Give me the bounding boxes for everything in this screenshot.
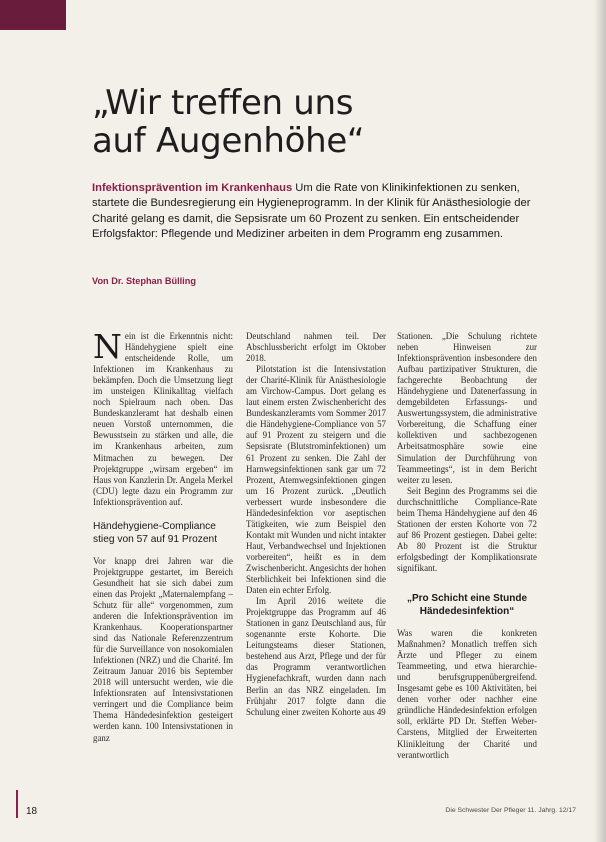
- drop-cap: N: [93, 327, 122, 366]
- title-line-2: auf Augenhöhe“: [92, 121, 365, 161]
- lead-text: Um die Rate von Klinikinfektionen zu senken, startete die Bundesregierung ein Hygieneprogramm. In der Klinik für Anästhesiologie der Charité gelang es damit, die Sepsisrate um 60 Prozent zu senken. Ein entscheidender Erfolgsfaktor: Pflegende und Mediziner arbeiten in dem Programm eng zusammen.: [92, 182, 531, 241]
- column-subheading: Händehygiene-Compliance stieg von 57 auf 91 Prozent: [93, 520, 218, 545]
- paragraph: Was waren die konkreten Maßnahmen? Monatlich treffen sich Ärzte und Pfleger zu einem Teammeeting, und etwa hierarchie- und berufsgruppenübergreifend. Insgesamt gebe es 100 Aktivitäten, bei denen vorher oder nachher eine gründliche Händedesinfektion erfolgen soll, erklärte PD Dr. Steffen Weber-Carstens, Mitglied der Erweiterten Klinikleitung der Charité und verantwortlich: [397, 628, 537, 760]
- paragraph: Im April 2016 weitete die Projektgruppe das Programm auf 46 Stationen in ganz Deutschland aus, für sogenannte erste Kohorte. Die Leitungsteams dieser Stationen, bestehend aus Arzt, Pflege und der für das Programm verantwortlichen Hygienefachkraft, wurden dann nach Berlin an das NRZ eingeladen. Im Frühjahr 2017 folgte dann die Schulung einer zweiten Kohorte aus 49: [246, 596, 386, 717]
- article-title: [92, 84, 452, 160]
- paragraph: [93, 327, 233, 508]
- page-gutter-shadow: [594, 0, 606, 842]
- lead-kicker: Infektionsprävention im Krankenhaus: [92, 182, 293, 194]
- journal-footer: Die Schwester Der Pfleger 11. Jahrg. 12/17: [445, 807, 576, 814]
- column-2: [246, 331, 386, 718]
- page-number: 18: [26, 806, 38, 817]
- paragraph-text: ein ist die Erkenntnis nicht: Händehygiene spielt eine entscheidende Rolle, um Infektionen im Krankenhaus zu bekämpfen. Doch die Umsetzung liegt im unsteigen Klinikalltag vielfach noch Spielraum nach oben. Das Bundeskanzleramt hat deshalb einen neuen Vorstoß unternommen, die Bewusstsein zu stärken und alle, die im Krankenhaus arbeiten, zum Mitmachen zu bewegen. Der Projektgruppe „wirsam ergeben“ im Haus von Kanzlerin Dr. Angela Merkel (CDU) legte dazu ein Programm zur Infektionsprävention auf.: [93, 331, 233, 507]
- author-byline: Von Dr. Stephan Bülling: [92, 276, 196, 286]
- paragraph: Vor knapp drei Jahren war die Projektgruppe gestartet, im Bereich Gesundheit hat sie sich dabei zum einen das Projekt „Maternalempfang – Schutz für alle“ vorgenommen, zum anderen die Infektionsprävention im Krankenhaus. Kooperationspartner sind das Nationale Referenzzentrum für die Surveillance von nosokomialen Infektionen (NRZ) und die Charité. Im Zeitraum Januar 2016 bis September 2018 will untersucht werden, wie die Infektionsraten auf Intensivstationen verringert und die Compliance beim Thema Händedesinfektion gesteigert werden kann. 100 Intensivstationen in ganz: [93, 555, 233, 743]
- section-color-tab: [0, 0, 66, 30]
- paragraph: Deutschland nahmen teil. Der Abschlussbericht erfolgt im Oktober 2018.: [246, 331, 386, 364]
- title-line-1: „Wir treffen uns: [92, 83, 354, 123]
- paragraph: Stationen. „Die Schulung richtete neben Hinweisen zur Infektionsprävention insbesondere den Aufbau partizipativer Strukturen, die fachgerechte Beobachtung der Händehygiene und Datenerfassung in demgebildeten Erfassungs- und Auswertungssystem, die administrative Vorbereitung, die Schaffung einer kollektiven und sachbezogenen Arbeitsatmosphäre sowie eine Simulation der Durchführung von Teammeetings“, ist in dem Bericht weiter zu lesen.: [397, 331, 537, 485]
- paragraph: Pilotstation ist die Intensivstation der Charité-Klinik für Anästhesiologie am Virchow-Campus. Dort gelang es laut einem ersten Zwischenbericht des Bundeskanzleramts vom Sommer 2017 die Händehygiene-Compliance von 57 auf 91 Prozent zu steigern und die Sepsisrate (Blutstrominfektionen) um 61 Prozent zu senken. Die Zahl der Harnwegsinfektionen sank gar um 72 Prozent, Atemwegsinfektionen gingen um 16 Prozent zurück. „Deutlich verbessert wurde insbesondere die Händedesinfektion vor aseptischen Tätigkeiten, wie zum Beispiel den Kontakt mit Wunden und nicht intakter Haut, Verbandwechsel und Injektionen vorbereiten“, heißt es in dem Zwischenbericht. Angesichts der hohen Sterblichkeit bei Infektionen sind die Daten ein echter Erfolg.: [246, 364, 386, 596]
- paragraph: Seit Beginn des Programms sei die durchschnittliche Compliance-Rate beim Thema Händehygiene auf den 46 Stationen der ersten Kohorte von 72 auf 86 Prozent gestiegen. Dabei gelte: Ab 80 Prozent ist die Struktur erfolgsbedingt der Komplikationsrate signifikant.: [397, 485, 537, 573]
- article-lead: [92, 181, 536, 243]
- column-3: [397, 331, 537, 761]
- column-subheading: „Pro Schicht eine Stunde Händedesinfektion“: [406, 593, 528, 618]
- column-1: [93, 327, 233, 744]
- page-number-bar: [16, 790, 18, 818]
